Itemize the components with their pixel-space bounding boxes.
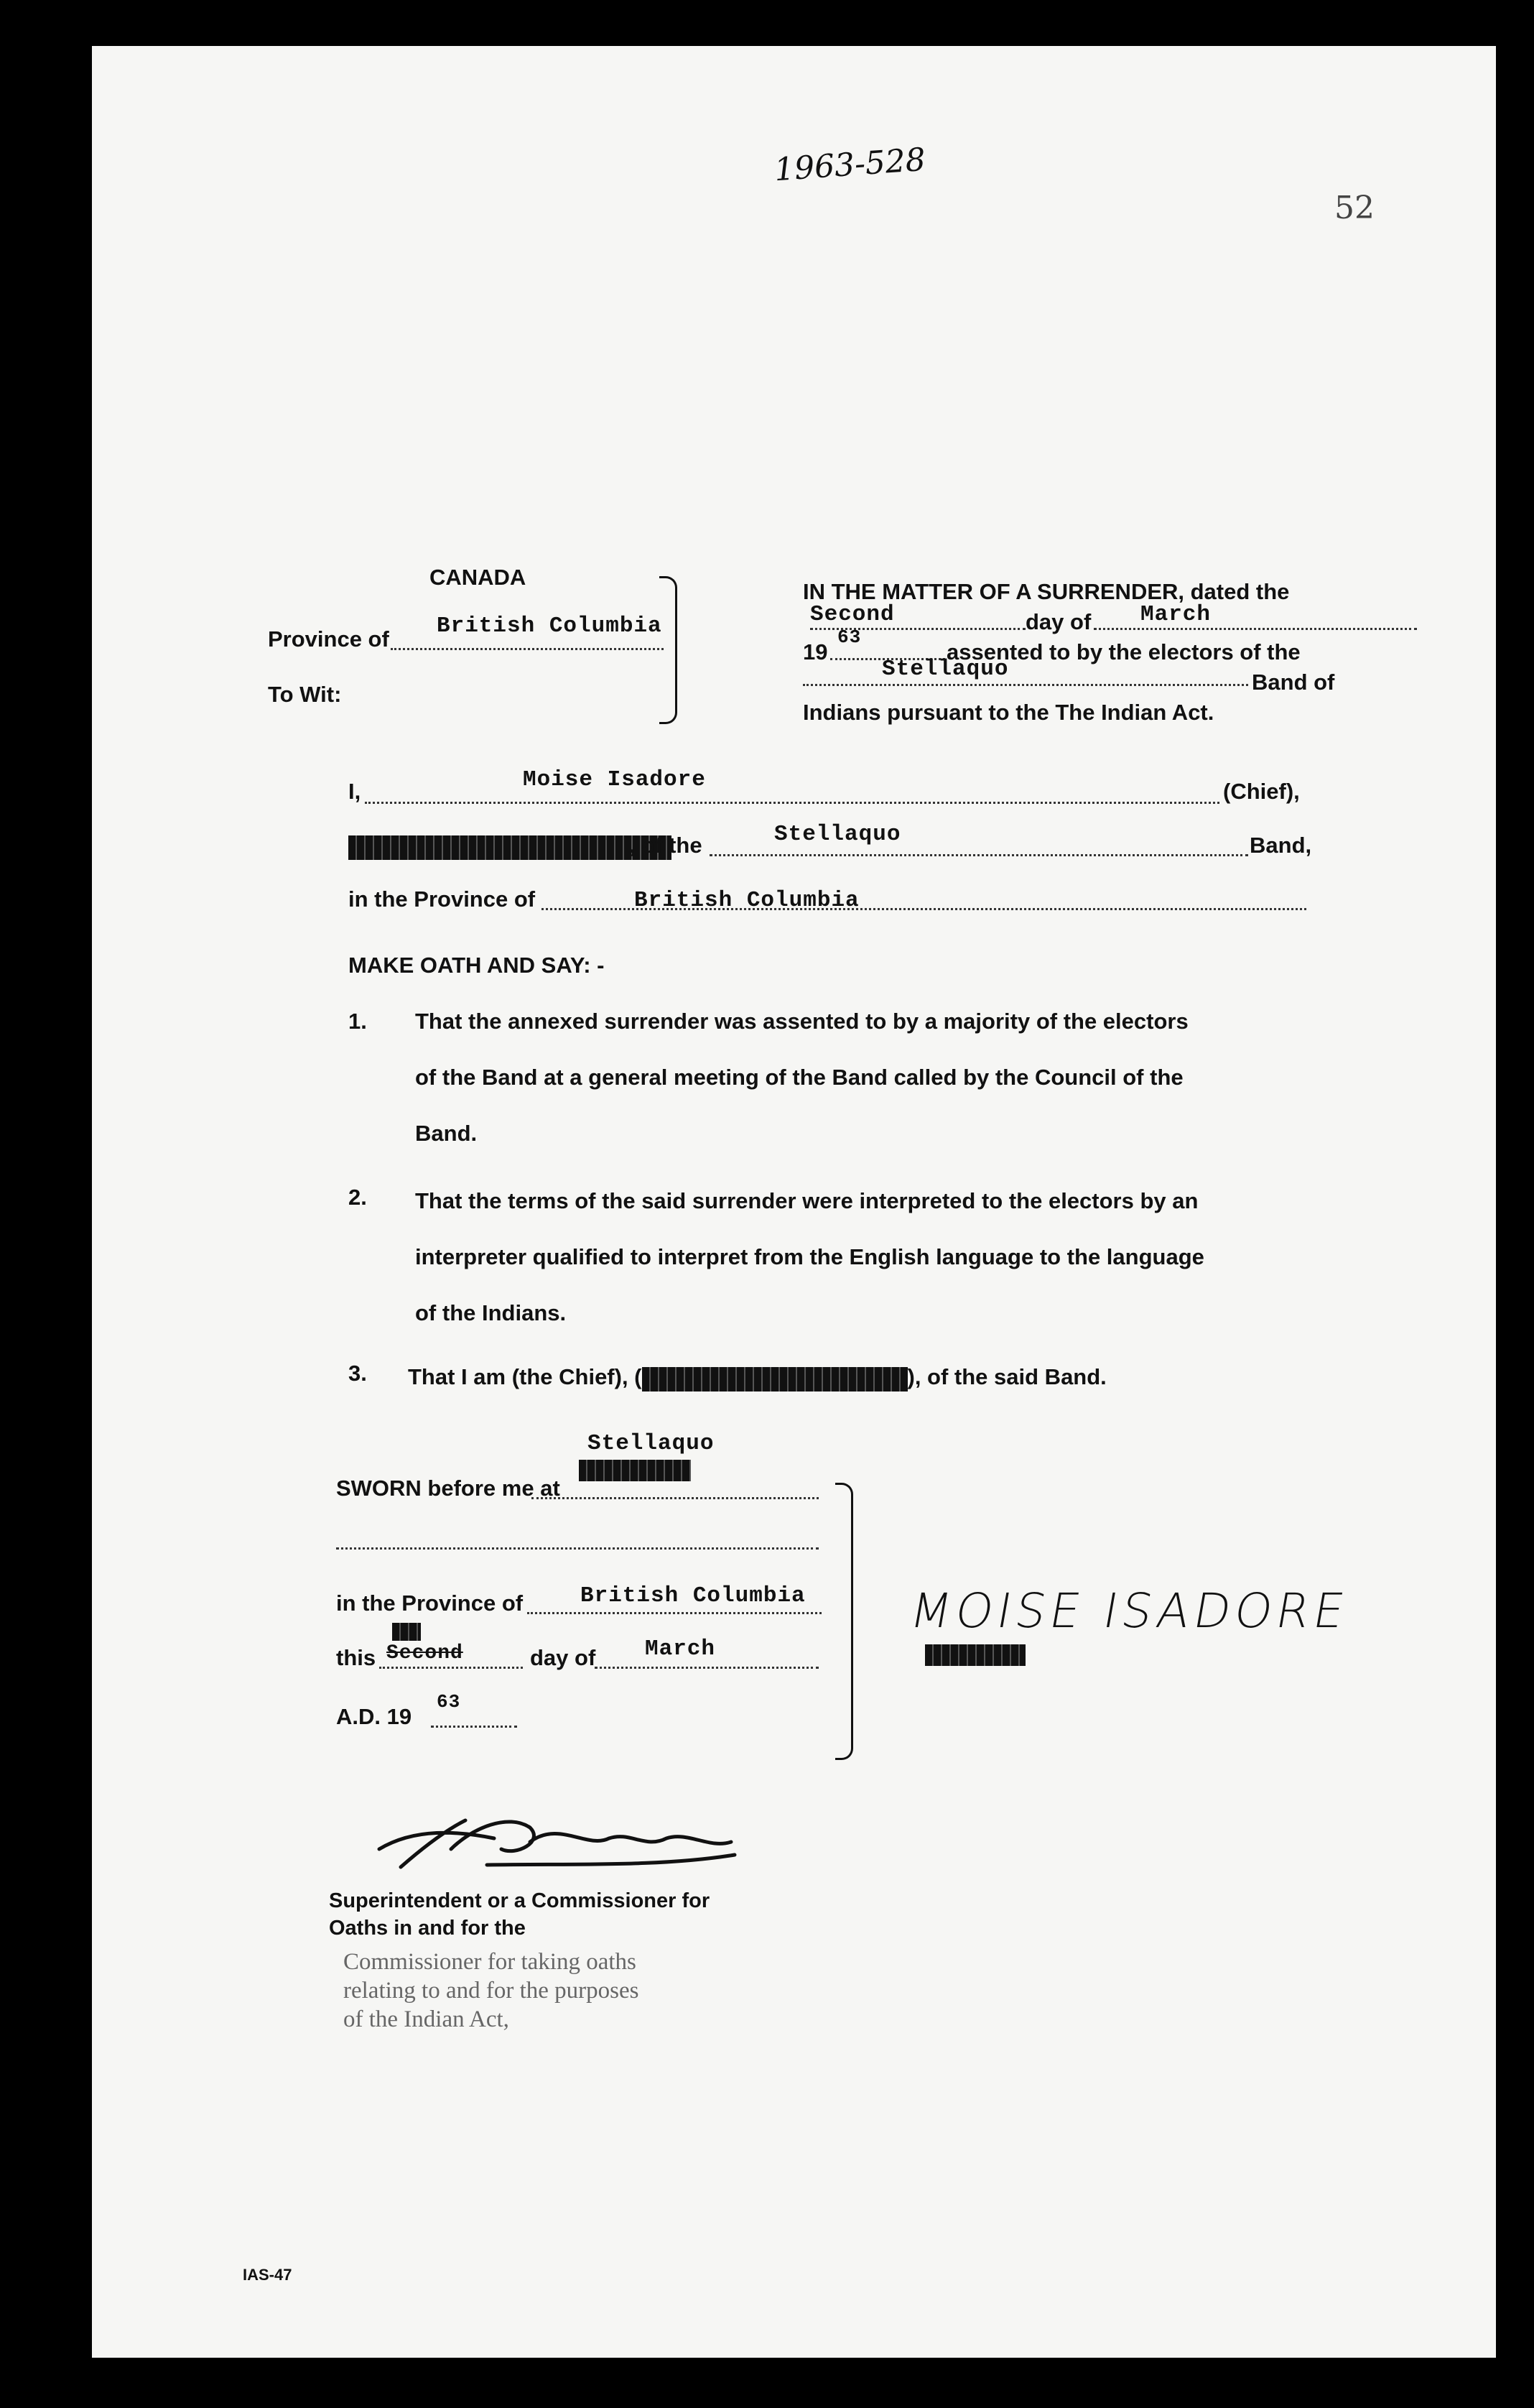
- matter-assented: assented to by the electors of the: [947, 639, 1301, 664]
- matter-year-prefix: 19: [803, 639, 828, 664]
- sworn-day-of: day of: [530, 1645, 596, 1670]
- stamp-line-2: relating to and for the purposes: [343, 1978, 639, 2004]
- item-1-number: 1.: [348, 1009, 367, 1034]
- sworn-month-line: [595, 1667, 819, 1669]
- oath-band-value: Stellaquo: [774, 822, 901, 847]
- deponent-signature: MOISE ISADORE: [906, 1583, 1353, 1639]
- sworn-ad-label: A.D. 19: [336, 1704, 412, 1729]
- province-value: British Columbia: [437, 613, 662, 639]
- sworn-year-line: [431, 1726, 517, 1728]
- oath-band-label: Band,: [1250, 833, 1312, 858]
- sworn-label: SWORN before me at: [336, 1476, 560, 1501]
- sworn-this-label: this: [336, 1645, 376, 1670]
- item-3-number: 3.: [348, 1361, 367, 1386]
- item-3-line-1: That I am (the Chief), ( ), of the said Band.: [408, 1364, 1107, 1391]
- superintendent-line-2: Oaths in and for the: [329, 1917, 526, 1940]
- item-1-line-1: That the annexed surrender was assented to by a majority of the electors: [415, 1009, 1189, 1034]
- oath-province-label: in the Province of: [348, 886, 536, 912]
- page-number: 52: [1334, 190, 1375, 226]
- oath-province-value: British Columbia: [634, 888, 860, 913]
- sworn-province-value: British Columbia: [580, 1583, 806, 1608]
- sworn-place-value: Stellaquo: [587, 1431, 715, 1456]
- sworn-blank-line: [336, 1547, 819, 1550]
- sworn-brace: [835, 1483, 853, 1760]
- matter-band-of: Band of: [1252, 670, 1335, 695]
- sworn-province-label: in the Province of: [336, 1590, 524, 1616]
- oath-band-line: [710, 854, 1248, 856]
- stamp-line-1: Commissioner for taking oaths: [343, 1949, 636, 1975]
- sworn-province-line: [527, 1612, 822, 1614]
- make-oath-label: MAKE OATH AND SAY: -: [348, 953, 605, 978]
- commissioner-signature-drawing: [372, 1799, 745, 1892]
- country-label: CANADA: [429, 565, 526, 590]
- matter-month-line: [1094, 628, 1417, 630]
- item-2-line-3: of the Indians.: [415, 1300, 567, 1325]
- stamp-line-3: of the Indian Act,: [343, 2006, 509, 2032]
- sworn-place-line: [531, 1497, 819, 1499]
- sworn-day-value: Second: [386, 1642, 463, 1664]
- matter-day-value: Second: [810, 602, 895, 627]
- oath-name-value: Moise Isadore: [523, 767, 706, 792]
- sworn-month-value: March: [645, 1636, 716, 1662]
- item-1-line-2: of the Band at a general meeting of the Band called by the Council of the: [415, 1065, 1184, 1090]
- item-2-line-2: interpreter qualified to interpret from the English language to the language: [415, 1244, 1204, 1269]
- matter-day-of: day of: [1026, 609, 1092, 634]
- oath-name-line: [365, 802, 1219, 804]
- item-2-line-1: That the terms of the said surrender were interpreted to the electors by an: [415, 1188, 1199, 1213]
- reference-number: 1963-528: [773, 141, 927, 189]
- oath-council-struck: [348, 833, 671, 860]
- oath-chief-label: (Chief),: [1223, 779, 1300, 804]
- deponent-struck-name: [925, 1644, 1026, 1666]
- item-1-line-3: Band.: [415, 1121, 478, 1146]
- superintendent-line-1: Superintendent or a Commissioner for: [329, 1889, 710, 1912]
- left-brace: [659, 576, 677, 724]
- matter-line-4: Indians pursuant to the The Indian Act.: [803, 700, 1214, 725]
- matter-band-value: Stellaquo: [882, 657, 1009, 682]
- sworn-day-struck: [392, 1623, 421, 1641]
- matter-line-1: IN THE MATTER OF A SURRENDER, dated the: [803, 579, 1290, 604]
- sworn-day-line: [379, 1667, 523, 1669]
- item-2-number: 2.: [348, 1185, 367, 1210]
- matter-band-line: [803, 684, 1248, 686]
- form-code: IAS-47: [243, 2266, 292, 2284]
- to-wit-label: To Wit:: [268, 682, 342, 707]
- province-label: Province of: [268, 626, 389, 652]
- province-line: [391, 648, 664, 650]
- document-page: [92, 46, 1496, 2358]
- matter-month-value: March: [1140, 602, 1212, 627]
- sworn-place-struck: [579, 1460, 691, 1481]
- sworn-year-value: 63: [437, 1691, 461, 1713]
- oath-of-the: , of the: [629, 833, 702, 858]
- oath-i-label: I,: [348, 779, 361, 804]
- matter-year-value: 63: [837, 626, 862, 648]
